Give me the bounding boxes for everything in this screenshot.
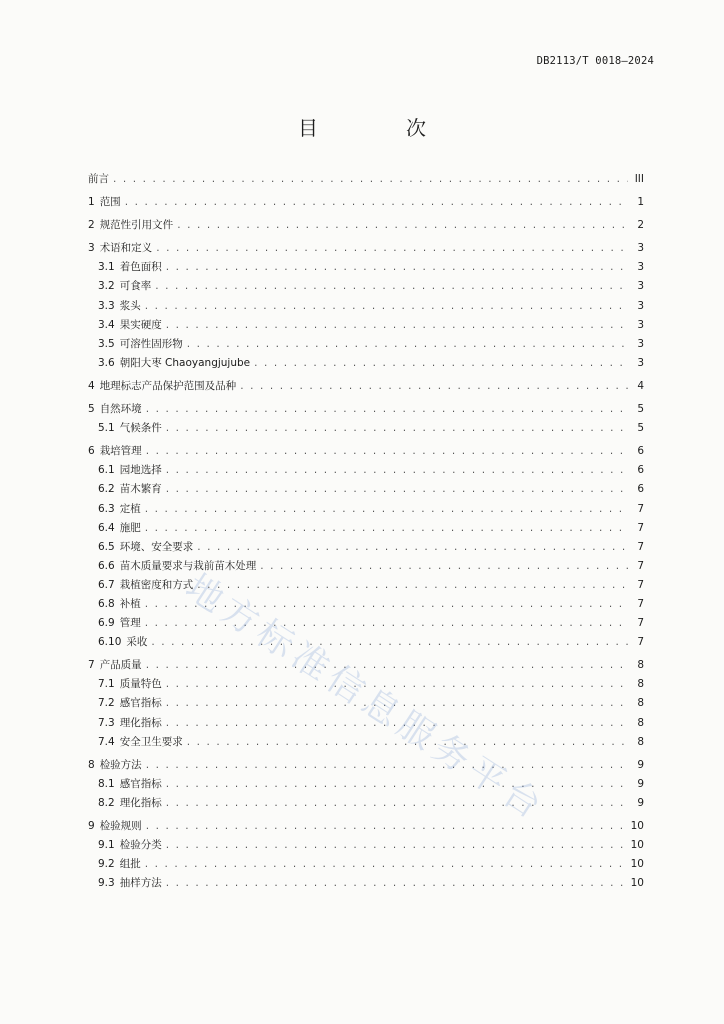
toc-entry[interactable] — [88, 377, 644, 396]
toc-entry-number: 4 — [88, 379, 95, 392]
toc-entry-label: 浆头 — [119, 299, 141, 312]
toc-entry-number: 6.1 — [98, 464, 115, 477]
toc-entry-label: 理化指标 — [119, 796, 162, 809]
toc-leader-dots — [151, 633, 628, 652]
toc-entry-label: 果实硬度 — [119, 318, 162, 331]
toc-entry-label: 安全卫生要求 — [119, 735, 183, 748]
toc-leader-dots — [166, 316, 628, 335]
toc-entry[interactable] — [88, 633, 644, 652]
toc-entry-number: 7.1 — [98, 678, 115, 691]
toc-entry-label: 环境、安全要求 — [119, 540, 194, 553]
toc-entry[interactable] — [88, 461, 644, 480]
toc-leader-dots — [146, 756, 628, 775]
toc-entry-label: 检验规则 — [99, 820, 142, 832]
toc-entry-number: 1 — [88, 196, 95, 209]
toc-entry[interactable] — [88, 335, 644, 354]
toc-entry[interactable] — [88, 419, 644, 438]
toc-entry-page: 7 — [637, 636, 644, 649]
toc-entry-label: 可食率 — [119, 280, 152, 293]
toc-entry-label: 朝阳大枣 Chaoyangjujube — [119, 356, 251, 369]
toc-entry-label: 栽培管理 — [99, 445, 142, 458]
toc-entry[interactable] — [88, 480, 644, 499]
page-title: 目 次 — [298, 116, 460, 140]
toc-entry-label: 规范性引用文件 — [99, 219, 174, 232]
toc-entry[interactable] — [88, 855, 644, 874]
toc-entry[interactable] — [88, 694, 644, 713]
toc-entry-label: 可溶性固形物 — [119, 337, 183, 350]
toc-entry[interactable] — [88, 595, 644, 614]
toc-entry[interactable] — [88, 874, 644, 893]
toc-entry[interactable] — [88, 500, 644, 519]
toc-entry-page: 10 — [630, 839, 644, 852]
toc-entry[interactable] — [88, 316, 644, 335]
toc-entry-page: 9 — [637, 777, 644, 790]
toc-entry-number: 6.3 — [98, 502, 115, 515]
toc-entry-label: 术语和定义 — [99, 242, 153, 255]
toc-entry-label: 理化指标 — [119, 716, 162, 729]
toc-entry[interactable] — [88, 817, 644, 836]
toc-leader-dots — [145, 614, 628, 633]
toc-entry-number: 6.2 — [98, 483, 115, 496]
toc-leader-dots — [155, 277, 628, 296]
toc-entry[interactable] — [88, 756, 644, 775]
toc-leader-dots — [197, 576, 628, 595]
toc-entry-page: 10 — [630, 877, 644, 890]
toc-entry-page: 3 — [637, 356, 644, 369]
toc-entry-page: 7 — [637, 521, 644, 534]
toc-entry[interactable] — [88, 733, 644, 752]
toc-leader-dots — [166, 694, 628, 713]
toc-entry-page: 9 — [637, 796, 644, 809]
toc-leader-dots — [197, 538, 628, 557]
toc-entry[interactable] — [88, 576, 644, 595]
toc-entry-number: 3.2 — [98, 280, 115, 293]
toc-entry-label: 施肥 — [119, 521, 141, 534]
toc-entry-number: 8 — [88, 758, 95, 771]
toc-leader-dots — [166, 258, 628, 277]
toc-leader-dots — [113, 170, 628, 189]
toc-entry[interactable] — [88, 656, 644, 675]
toc-leader-dots — [166, 874, 627, 893]
toc-entry-page: III — [634, 173, 644, 185]
toc-leader-dots — [254, 354, 628, 373]
toc-entry-number: 9.1 — [98, 839, 115, 852]
toc-entry-number: 8.2 — [98, 796, 115, 809]
toc-entry-number: 3 — [88, 242, 95, 255]
toc-entry[interactable] — [88, 557, 644, 576]
table-of-contents — [88, 170, 644, 893]
toc-entry-page: 3 — [637, 242, 644, 255]
toc-leader-dots — [187, 733, 628, 752]
toc-entry[interactable] — [88, 170, 644, 189]
toc-leader-dots — [145, 500, 628, 519]
toc-leader-dots — [260, 557, 628, 576]
toc-entry-number: 6.8 — [98, 597, 115, 610]
toc-leader-dots — [166, 480, 628, 499]
toc-entry[interactable] — [88, 277, 644, 296]
toc-leader-dots — [166, 714, 628, 733]
toc-entry-label: 感官指标 — [119, 777, 162, 790]
toc-entry[interactable] — [88, 836, 644, 855]
toc-leader-dots — [240, 377, 628, 396]
toc-leader-dots — [166, 794, 628, 813]
toc-leader-dots — [146, 656, 628, 675]
toc-entry-number: 7.2 — [98, 697, 115, 710]
toc-entry[interactable] — [88, 794, 644, 813]
toc-entry-page: 7 — [637, 540, 644, 553]
toc-entry-number: 6.10 — [98, 636, 122, 649]
toc-leader-dots — [166, 775, 628, 794]
toc-entry-label: 地理标志产品保护范围及品种 — [99, 379, 237, 392]
toc-leader-dots — [166, 836, 627, 855]
toc-entry-page: 5 — [637, 403, 644, 416]
toc-entry-label: 园地选择 — [119, 464, 162, 477]
toc-entry-number: 6 — [88, 445, 95, 458]
toc-entry-number: 5 — [88, 403, 95, 416]
toc-entry[interactable] — [88, 538, 644, 557]
toc-entry-label: 检验分类 — [119, 839, 162, 852]
toc-entry-page: 6 — [637, 483, 644, 496]
toc-leader-dots — [145, 519, 628, 538]
toc-entry-number: 3.5 — [98, 337, 115, 350]
toc-entry-number: 7.4 — [98, 735, 115, 748]
toc-entry[interactable] — [88, 297, 644, 316]
toc-entry-label: 自然环境 — [99, 403, 142, 416]
toc-entry-number: 6.4 — [98, 521, 115, 534]
toc-entry-label: 苗木繁育 — [119, 483, 162, 496]
toc-entry-number: 5.1 — [98, 422, 115, 435]
toc-entry-page: 4 — [637, 379, 644, 392]
toc-entry-label: 前言 — [88, 173, 109, 185]
toc-entry-label: 抽样方法 — [119, 877, 162, 890]
toc-entry[interactable] — [88, 216, 644, 235]
toc-entry-label: 定植 — [119, 502, 141, 515]
toc-entry-page: 7 — [637, 502, 644, 515]
document-code: DB2113/T 0018—2024 — [536, 55, 654, 67]
toc-entry-page: 9 — [637, 758, 644, 771]
toc-entry-label: 采收 — [126, 636, 148, 649]
toc-entry-number: 6.5 — [98, 540, 115, 553]
toc-entry-page: 3 — [637, 318, 644, 331]
toc-leader-dots — [156, 239, 628, 258]
toc-entry-number: 3.3 — [98, 299, 115, 312]
toc-entry[interactable] — [88, 442, 644, 461]
toc-entry-page: 6 — [637, 464, 644, 477]
toc-entry[interactable] — [88, 775, 644, 794]
toc-entry-label: 质量特色 — [119, 678, 162, 691]
toc-entry-page: 8 — [637, 697, 644, 710]
toc-entry-label: 补植 — [119, 597, 141, 610]
toc-entry[interactable] — [88, 193, 644, 212]
toc-leader-dots — [145, 297, 628, 316]
toc-entry-page: 5 — [637, 422, 644, 435]
toc-entry-page: 3 — [637, 299, 644, 312]
toc-entry-number: 3.4 — [98, 318, 115, 331]
toc-entry[interactable] — [88, 714, 644, 733]
toc-entry-page: 3 — [637, 337, 644, 350]
toc-leader-dots — [145, 595, 628, 614]
toc-entry-page: 7 — [637, 578, 644, 591]
toc-entry-page: 8 — [637, 735, 644, 748]
toc-leader-dots — [187, 335, 628, 354]
toc-entry-page: 7 — [637, 597, 644, 610]
toc-leader-dots — [146, 400, 628, 419]
toc-entry-number: 9 — [88, 820, 95, 832]
toc-entry-page: 8 — [637, 716, 644, 729]
toc-entry-page: 8 — [637, 678, 644, 691]
toc-leader-dots — [166, 419, 628, 438]
toc-entry-label: 气候条件 — [119, 422, 162, 435]
toc-entry-page: 1 — [637, 196, 644, 209]
toc-entry-number: 7 — [88, 659, 95, 672]
toc-entry-page: 2 — [637, 219, 644, 232]
toc-entry[interactable] — [88, 614, 644, 633]
toc-entry[interactable] — [88, 354, 644, 373]
toc-entry[interactable] — [88, 239, 644, 258]
toc-entry-label: 感官指标 — [119, 697, 162, 710]
watermark: 地方标准信息服务平台 — [178, 566, 553, 830]
toc-entry-page: 6 — [637, 445, 644, 458]
toc-entry-number: 6.6 — [98, 559, 115, 572]
toc-entry-number: 9.2 — [98, 858, 115, 871]
toc-entry-number: 8.1 — [98, 777, 115, 790]
toc-leader-dots — [125, 193, 628, 212]
toc-entry-label: 范围 — [99, 196, 121, 209]
toc-entry[interactable] — [88, 519, 644, 538]
toc-leader-dots — [145, 855, 627, 874]
toc-entry-number: 3.6 — [98, 356, 115, 369]
toc-entry-page: 10 — [630, 820, 644, 832]
toc-leader-dots — [146, 442, 628, 461]
toc-entry[interactable] — [88, 400, 644, 419]
toc-entry-number: 9.3 — [98, 877, 115, 890]
toc-entry-number: 6.7 — [98, 578, 115, 591]
toc-entry-number: 7.3 — [98, 716, 115, 729]
toc-leader-dots — [146, 817, 627, 836]
toc-entry-page: 7 — [637, 559, 644, 572]
toc-entry-label: 苗木质量要求与栽前苗木处理 — [119, 559, 257, 572]
toc-entry-page: 8 — [637, 659, 644, 672]
toc-entry[interactable] — [88, 258, 644, 277]
toc-leader-dots — [166, 675, 628, 694]
toc-entry-label: 产品质量 — [99, 659, 142, 672]
toc-entry-page: 3 — [637, 261, 644, 274]
toc-entry-label: 检验方法 — [99, 758, 142, 771]
toc-entry-number: 2 — [88, 219, 95, 232]
toc-entry[interactable] — [88, 675, 644, 694]
toc-entry-number: 6.9 — [98, 617, 115, 630]
toc-entry-page: 7 — [637, 617, 644, 630]
toc-leader-dots — [166, 461, 628, 480]
toc-leader-dots — [177, 216, 628, 235]
toc-entry-label: 管理 — [119, 617, 141, 630]
toc-entry-label: 栽植密度和方式 — [119, 578, 194, 591]
toc-entry-label: 着色面积 — [119, 261, 162, 274]
toc-entry-label: 组批 — [119, 858, 141, 871]
toc-entry-page: 3 — [637, 280, 644, 293]
toc-entry-page: 10 — [630, 858, 644, 871]
toc-entry-number: 3.1 — [98, 261, 115, 274]
